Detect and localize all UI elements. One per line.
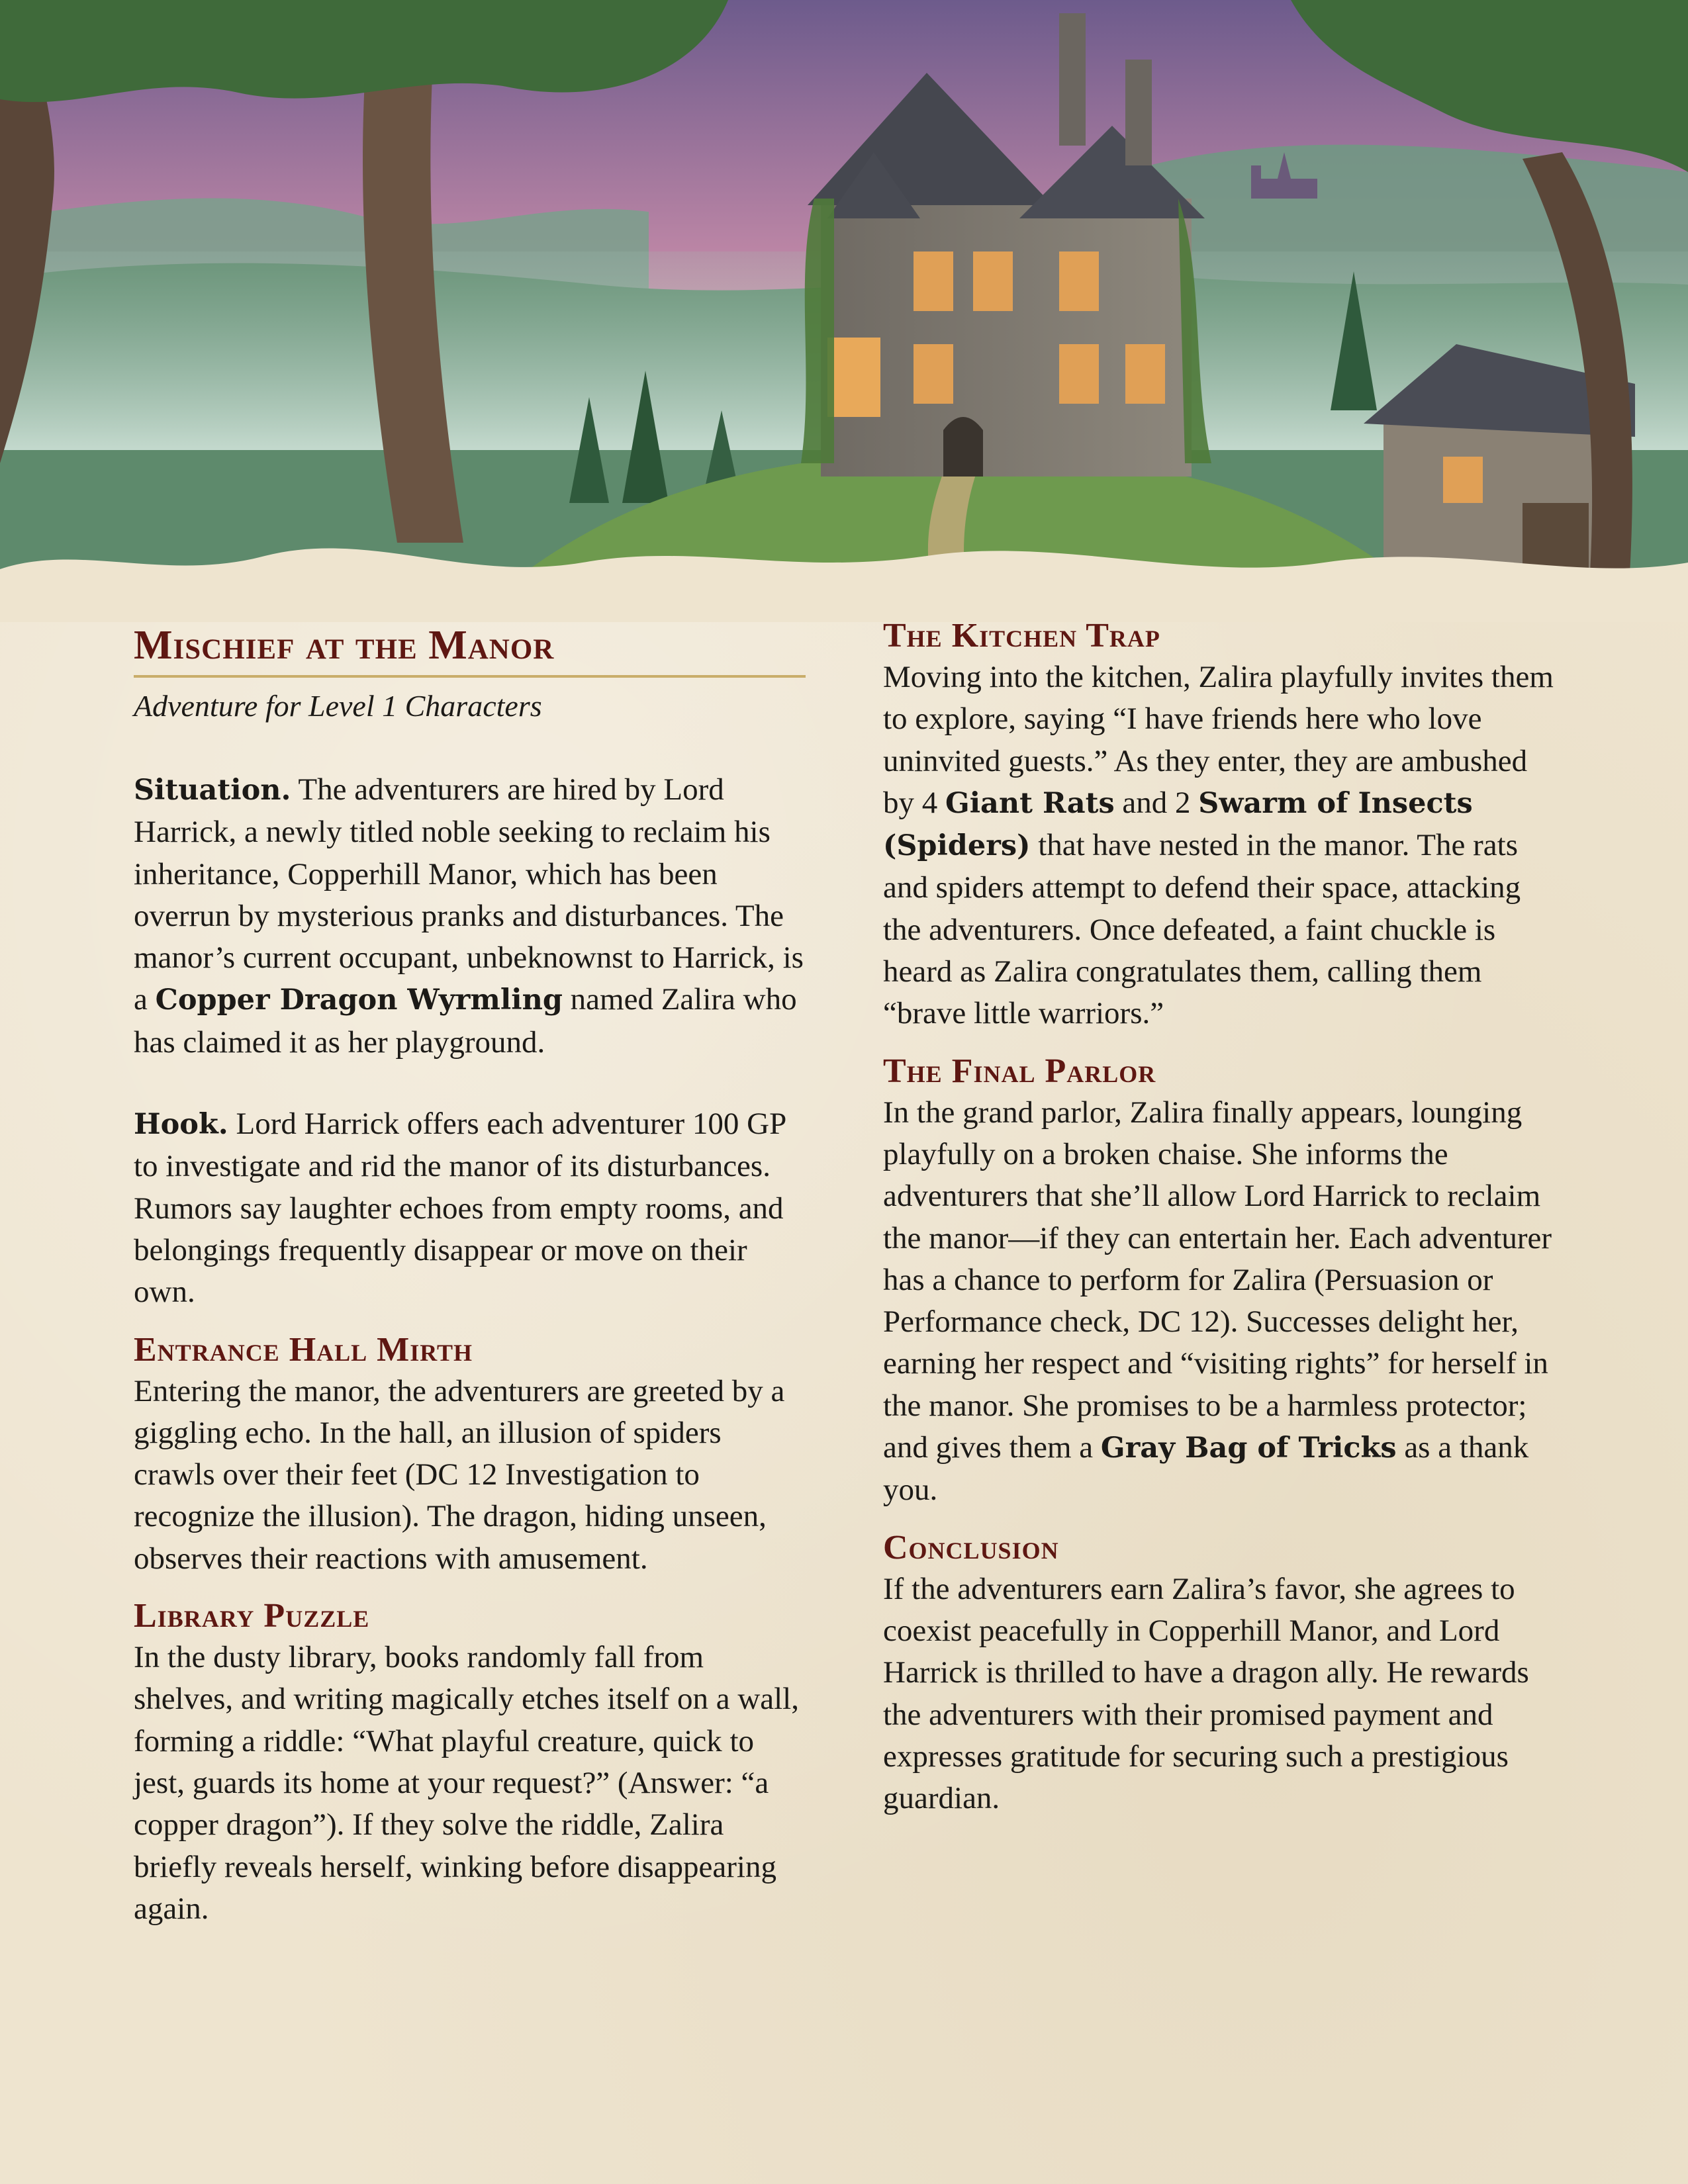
spacer [134, 728, 809, 769]
parlor-text-1: In the grand parlor, Zalira finally appears, lounging playfully on a broken chaise. She informs the adventurers that she’ll allow Lord Harrick to reclaim the manor—if they can entertain her. Each adventurer has a chance to perform for Zalira (Persuasion or Performance check, DC 12). Successes delight her, earning her respect and “visiting rights” for herself in the manor. She promises to be a harmless protector; and gives them a [883, 1095, 1552, 1465]
entrance-paragraph: Entering the manor, the adventurers are greeted by a giggling echo. In the hall, an illusion of spiders crawls over their feet (DC 12 Investigation to recognize the illusion). The dragon, hiding unseen, observes their reactions with amusement. [134, 1373, 785, 1576]
entrance-heading: Entrance Hall Mirth [134, 1330, 473, 1369]
situation-text-2: named Zalira who has claimed it as her playground. [134, 982, 797, 1060]
parlor-text-2: as a thank you. [883, 1430, 1529, 1508]
right-column [883, 615, 1558, 1819]
spacer [134, 1580, 809, 1596]
situation-text-1: The adventurers are hired by Lord Harrick, a newly titled noble seeking to reclaim his inheritance, Copperhill Manor, which has been overrun by mysterious pranks and disturbances. The manor’s current occupant, unbeknownst to Harrick, is a [134, 772, 804, 1017]
library-paragraph: In the dusty library, books randomly fall from shelves, and writing magically etches itself on a wall, forming a riddle: “What playful creature, quick to jest, guards its home at your request?” (Answer: “a copper dragon”). If they solve the riddle, Zalira briefly reveals herself, winking before disappearing again. [134, 1640, 799, 1926]
spacer [883, 1035, 1558, 1051]
title-divider [134, 675, 806, 678]
conclusion-paragraph: If the adventurers earn Zalira’s favor, she agrees to coexist peacefully in Copperhill Manor, and Lord Harrick is thrilled to have a dragon ally. He rewards the adventurers with their promised payment and expresses gratitude for securing such a prestigious guardian. [883, 1571, 1529, 1816]
subtitle: Adventure for Level 1 Characters [134, 689, 542, 723]
gray-bag-of-tricks-term: Gray Bag of Tricks [1100, 1432, 1397, 1465]
library-heading: Library Puzzle [134, 1597, 370, 1635]
kitchen-heading: The Kitchen Trap [883, 617, 1160, 655]
kitchen-text-1: Moving into the kitchen, Zalira playfully invites them to explore, saying “I have friends here who love uninvited guests.” As they enter, they are ambushed by 4 [883, 660, 1554, 820]
parlor-paragraph [883, 1092, 1558, 1512]
hook-paragraph [134, 1103, 809, 1313]
copper-dragon-wyrmling-term: Copper Dragon Wyrmling [155, 983, 563, 1017]
swarm-of-insects-term: Swarm of Insects (Spiders) [883, 786, 1473, 863]
spacer [883, 1512, 1558, 1527]
parlor-heading: The Final Parlor [883, 1052, 1156, 1090]
left-column [134, 615, 809, 1930]
giant-rats-term: Giant Rats [945, 786, 1115, 820]
kitchen-text-2: and 2 [1114, 785, 1199, 820]
hook-text: Lord Harrick offers each adventurer 100 GP to investigate and rid the manor of its disturbances. Rumors say laughter echoes from empty rooms, and belongings frequently disappear or move on their own. [134, 1107, 786, 1310]
hook-lead: Hook. [134, 1108, 228, 1142]
kitchen-text-3: that have nested in the manor. The rats and spiders attempt to defend their space, attacking the adventurers. Once defeated, a faint chuckle is heard as Zalira congratulates them, calling them “brave little warriors.” [883, 828, 1521, 1031]
conclusion-heading: Conclusion [883, 1528, 1059, 1567]
spacer [134, 1314, 809, 1330]
page-title: Mischief at the Manor [134, 623, 555, 668]
spacer [134, 1064, 809, 1103]
kitchen-paragraph [883, 657, 1558, 1035]
situation-lead: Situation. [134, 774, 291, 807]
situation-paragraph [134, 769, 809, 1064]
manor-landscape-illustration [0, 0, 1688, 622]
